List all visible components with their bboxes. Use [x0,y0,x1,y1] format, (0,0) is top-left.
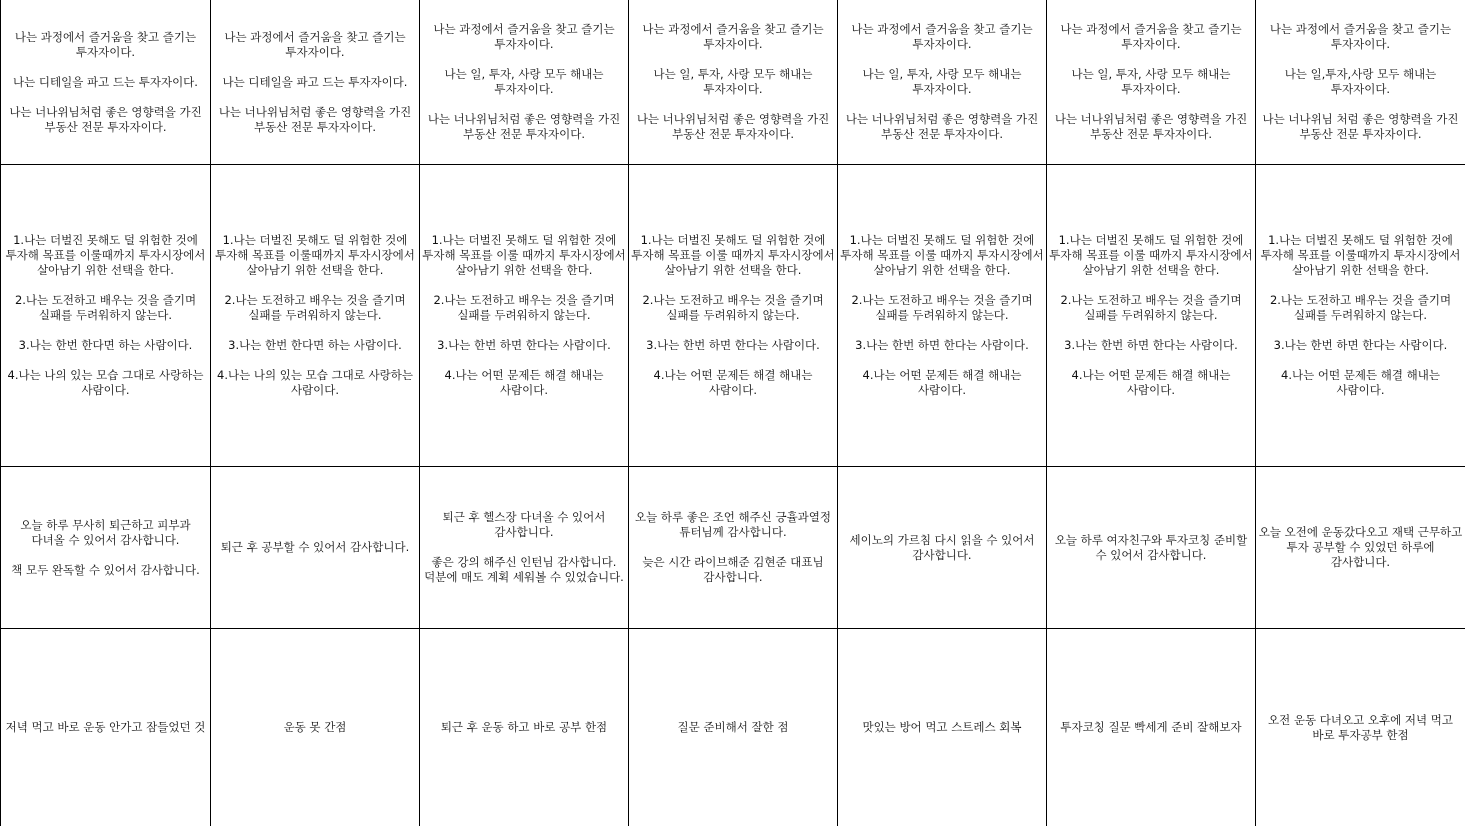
table-cell [629,629,838,826]
table-cell [211,629,420,826]
cell-paragraph: 4.나는 나의 있는 모습 그대로 사랑하는 사람이다. [217,368,413,397]
cell-paragraph: 나는 일,투자,사랑 모두 해내는 투자자이다. [1284,67,1437,96]
cell-content [840,22,1044,142]
table-cell [838,0,1047,165]
cell-content [631,233,835,398]
table-cell [1256,0,1465,165]
table-cell [211,467,420,629]
cell-paragraph: 2.나는 도전하고 배우는 것을 즐기며 실패를 두려워하지 않는다. [1060,293,1242,322]
cell-paragraph: 퇴근 후 헬스장 다녀올 수 있어서 감사합니다. [442,510,606,539]
cell-paragraph: 나는 너나위님처럼 좋은 영향력을 가진 부동산 전문 투자자이다. [427,112,621,141]
cell-content [1258,713,1463,743]
cell-content [213,540,417,555]
cell-paragraph: 나는 과정에서 즐거움을 찾고 즐기는 투자자이다. [851,22,1033,51]
cell-paragraph: 4.나는 나의 있는 모습 그대로 사랑하는 사람이다. [7,368,204,397]
table-cell [1256,467,1465,629]
table-cell [1,165,211,467]
cell-paragraph: 오늘 하루 무사히 퇴근하고 피부과 다녀올 수 있어서 감사합니다. [20,517,191,547]
table-cell [1256,629,1465,826]
table-cell [420,165,629,467]
cell-content [3,30,208,135]
cell-paragraph: 오늘 하루 좋은 조언 해주신 긍휼과열정 튜터님께 감사합니다. [634,510,832,539]
cell-content [213,30,417,135]
cell-paragraph: 4.나는 어떤 문제든 해결 해내는 사람이다. [444,368,604,397]
cell-paragraph: 4.나는 어떤 문제든 해결 해내는 사람이다. [862,368,1022,397]
table-cell [420,467,629,629]
cell-paragraph: 3.나는 한번 하면 한다는 사람이다. [646,338,820,352]
table-cell [838,165,1047,467]
cell-paragraph: 나는 너나위님처럼 좋은 영향력을 가진 부동산 전문 투자자이다. [1054,112,1248,141]
cell-paragraph: 나는 과정에서 즐거움을 찾고 즐기는 투자자이다. [224,29,406,59]
cell-content [1049,533,1253,563]
cell-paragraph: 저녁 먹고 바로 운동 안가고 잠들었던 것 [5,720,206,734]
cell-paragraph: 질문 준비해서 잘한 점 [677,720,789,734]
cell-paragraph: 세이노의 가르침 다시 읽을 수 있어서 감사합니다. [849,532,1035,562]
table-cell [420,629,629,826]
table-cell [1,629,211,826]
cell-paragraph: 오늘 오전에 운동갔다오고 재택 근무하고 투자 공부할 수 있었던 하루에 감사합니다. [1258,525,1463,569]
table-cell [1047,467,1256,629]
cell-paragraph: 3.나는 한번 하면 한다는 사람이다. [1273,338,1448,352]
cell-paragraph: 늦은 시간 라이브해준 김현준 대표님 감사합니다. [642,555,824,584]
cell-paragraph: 4.나는 어떤 문제든 해결 해내는 사람이다. [653,368,813,397]
cell-paragraph: 맛있는 방어 먹고 스트레스 회복 [862,720,1022,734]
cell-paragraph: 퇴근 후 공부할 수 있어서 감사합니다. [220,540,410,554]
cell-paragraph: 3.나는 한번 한다면 하는 사람이다. [18,338,193,352]
cell-paragraph: 2.나는 도전하고 배우는 것을 즐기며 실패를 두려워하지 않는다. [224,293,406,322]
table-cell [420,0,629,165]
cell-paragraph: 3.나는 한번 하면 한다는 사람이다. [855,338,1029,352]
cell-paragraph: 나는 디테일을 파고 드는 투자자이다. [13,74,198,89]
cell-paragraph: 2.나는 도전하고 배우는 것을 즐기며 실패를 두려워하지 않는다. [642,293,824,322]
cell-paragraph: 2.나는 도전하고 배우는 것을 즐기며 실패를 두려워하지 않는다. [851,293,1033,322]
cell-paragraph: 나는 과정에서 즐거움을 찾고 즐기는 투자자이다. [1269,22,1452,51]
table-cell [1256,165,1465,467]
cell-content [3,720,208,735]
cell-paragraph: 좋은 강의 해주신 인턴님 감사합니다. 덕분에 매도 계획 세워볼 수 있었습니다. [424,555,624,584]
cell-content [840,720,1044,735]
table-cell [629,165,838,467]
cell-content [213,720,417,735]
cell-paragraph: 1.나는 더벌진 못해도 덜 위험한 것에 투자해 목표를 이룰때까지 투자시장에서 살아남기 위한 선택을 한다. [5,233,206,277]
cell-paragraph: 운동 못 간점 [283,720,347,734]
cell-content [840,533,1044,563]
cell-paragraph: 4.나는 어떤 문제든 해결 해내는 사람이다. [1071,368,1231,397]
cell-paragraph: 책 모두 완독할 수 있어서 감사합니다. [11,562,200,577]
cell-paragraph: 4.나는 어떤 문제든 해결 해내는 사람이다. [1281,368,1440,397]
cell-content [3,518,208,578]
cell-content [422,22,626,142]
cell-paragraph: 나는 과정에서 즐거움을 찾고 즐기는 투자자이다. [433,22,615,51]
cell-paragraph: 1.나는 더벌진 못해도 덜 위험한 것에 투자해 목표를 이룰때까지 투자시장에서 살아남기 위한 선택을 한다. [215,233,415,277]
cell-paragraph: 1.나는 더벌진 못해도 덜 위험한 것에 투자해 목표를 이룰 때까지 투자시장에서 살아남기 위한 선택을 한다. [1049,233,1253,277]
cell-paragraph: 1.나는 더벌진 못해도 덜 위험한 것에 투자해 목표를 이룰 때까지 투자시장에서 살아남기 위한 선택을 한다. [422,233,626,277]
cell-content [631,510,835,585]
cell-content [1258,525,1463,570]
cell-content [1049,233,1253,398]
cell-paragraph: 나는 과정에서 즐거움을 찾고 즐기는 투자자이다. [1060,22,1242,51]
cell-paragraph: 3.나는 한번 하면 한다는 사람이다. [1064,338,1238,352]
cell-content [422,720,626,735]
cell-content [631,720,835,735]
cell-paragraph: 오전 운동 다녀오고 오후에 저녁 먹고 바로 투자공부 한점 [1268,712,1453,742]
table-cell [1047,0,1256,165]
cell-content [3,233,208,398]
cell-paragraph: 나는 너나위님 처럼 좋은 영향력을 가진 부동산 전문 투자자이다. [1262,112,1459,141]
cell-paragraph: 나는 일, 투자, 사랑 모두 해내는 투자자이다. [444,67,604,96]
cell-paragraph: 나는 너나위님처럼 좋은 영향력을 가진 부동산 전문 투자자이다. [9,104,202,134]
table-cell [838,467,1047,629]
cell-content [840,233,1044,398]
table-cell [838,629,1047,826]
cell-paragraph: 2.나는 도전하고 배우는 것을 즐기며 실패를 두려워하지 않는다. [14,293,197,322]
cell-paragraph: 나는 과정에서 즐거움을 찾고 즐기는 투자자이다. [642,22,824,51]
cell-paragraph: 2.나는 도전하고 배우는 것을 즐기며 실패를 두려워하지 않는다. [1269,293,1452,322]
table-cell [629,467,838,629]
table-cell [1,0,211,165]
cell-content [422,233,626,398]
cell-paragraph: 1.나는 더벌진 못해도 덜 위험한 것에 투자해 목표를 이룰 때까지 투자시장에서 살아남기 위한 선택을 한다. [840,233,1044,277]
cell-content [422,510,626,585]
cell-paragraph: 1.나는 더벌진 못해도 덜 위험한 것에 투자해 목표를 이룰때까지 투자시장에서 살아남기 위한 선택을 한다. [1260,233,1461,277]
table-cell [1047,165,1256,467]
cell-content [1258,22,1463,142]
cell-paragraph: 나는 일, 투자, 사랑 모두 해내는 투자자이다. [862,67,1022,96]
cell-paragraph: 나는 너나위님처럼 좋은 영향력을 가진 부동산 전문 투자자이다. [636,112,830,141]
cell-paragraph: 1.나는 더벌진 못해도 덜 위험한 것에 투자해 목표를 이룰 때까지 투자시장에서 살아남기 위한 선택을 한다. [631,233,835,277]
cell-content [1049,22,1253,142]
cell-paragraph: 3.나는 한번 한다면 하는 사람이다. [228,338,402,352]
cell-content [631,22,835,142]
cell-paragraph: 2.나는 도전하고 배우는 것을 즐기며 실패를 두려워하지 않는다. [433,293,615,322]
cell-paragraph: 3.나는 한번 하면 한다는 사람이다. [437,338,611,352]
cell-paragraph: 퇴근 후 운동 하고 바로 공부 한점 [440,720,608,734]
cell-paragraph: 나는 디테일을 파고 드는 투자자이다. [222,74,408,89]
table-cell [211,0,420,165]
cell-content [1258,233,1463,398]
cell-paragraph: 나는 너나위님처럼 좋은 영향력을 가진 부동산 전문 투자자이다. [845,112,1039,141]
cell-content [213,233,417,398]
cell-paragraph: 나는 너나위님처럼 좋은 영향력을 가진 부동산 전문 투자자이다. [218,104,412,134]
table-cell [1,467,211,629]
cell-paragraph: 나는 과정에서 즐거움을 찾고 즐기는 투자자이다. [14,29,197,59]
table-cell [1047,629,1256,826]
table-cell [211,165,420,467]
table-cell [629,0,838,165]
cell-paragraph: 투자코칭 질문 빡세게 준비 잘해보자 [1060,720,1242,734]
cell-paragraph: 오늘 하루 여자친구와 투자코칭 준비할 수 있어서 감사합니다. [1054,532,1248,562]
cell-content [1049,720,1253,735]
cell-paragraph: 나는 일, 투자, 사랑 모두 해내는 투자자이다. [1071,67,1231,96]
cell-paragraph: 나는 일, 투자, 사랑 모두 해내는 투자자이다. [653,67,813,96]
